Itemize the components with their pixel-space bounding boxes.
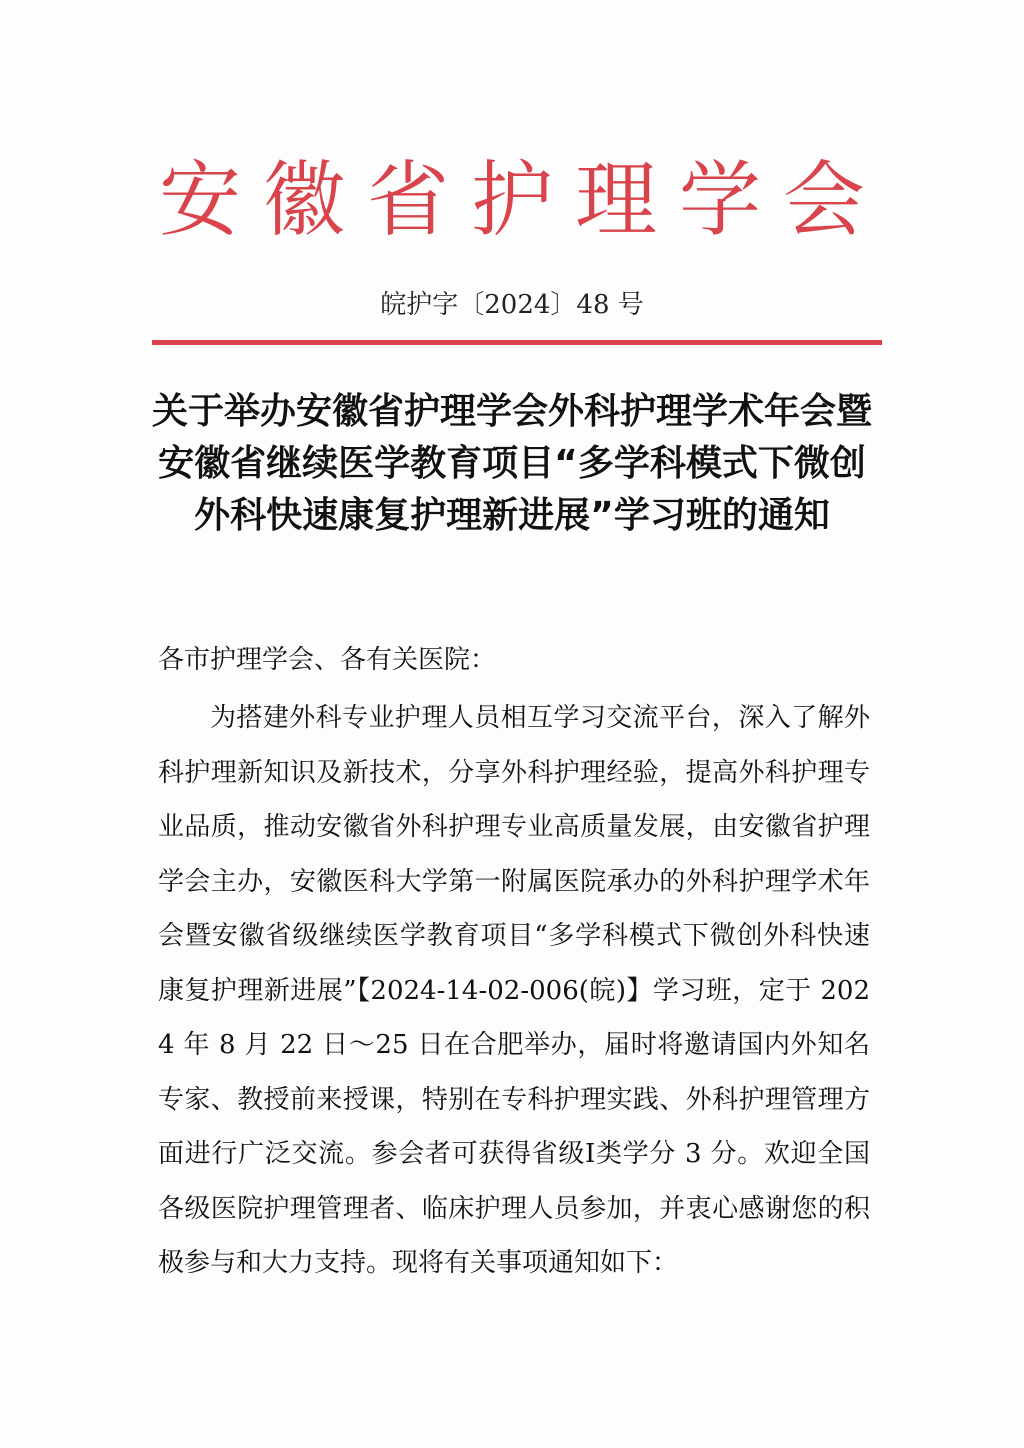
notice-title: 关于举办安徽省护理学会外科护理学术年会暨安徽省继续医学教育项目“多学科模式下微创外科快速康复护理新进展”学习班的通知 (151, 391, 872, 536)
header-divider (152, 340, 882, 345)
document-number: 皖护字〔2024〕48 号 (380, 290, 644, 320)
salutation: 各市护理学会、各有关医院： (158, 645, 497, 675)
organization-header: 安徽省护理学会 (158, 153, 887, 248)
notice-body-paragraph: 为搭建外科专业护理人员相互学习交流平台，深入了解外科护理新知识及新技术，分享外科护理经验，提高外科护理专业品质，推动安徽省外科护理专业高质量发展，由安徽省护理学会主办，安徽医科大学第一附属医院承办的外科护理学术年会暨安徽省级继续医学教育项目“多学科模式下微创外科快速康复护理新进展”【2024-14-02-006(皖)】学习班，定于 2024 年 8 月 22 日～25 日在合肥举办，届时将邀请国内外知名专家、教授前来授课，特别在专科护理实践、外科护理管理方面进行广泛交流。参会者可获得省级Ⅰ类学分 3 分。欢迎全国各级医院护理管理者、临床护理人员参加，并衷心感谢您的积极参与和大力支持。现将有关事项通知如下： (158, 703, 870, 1278)
